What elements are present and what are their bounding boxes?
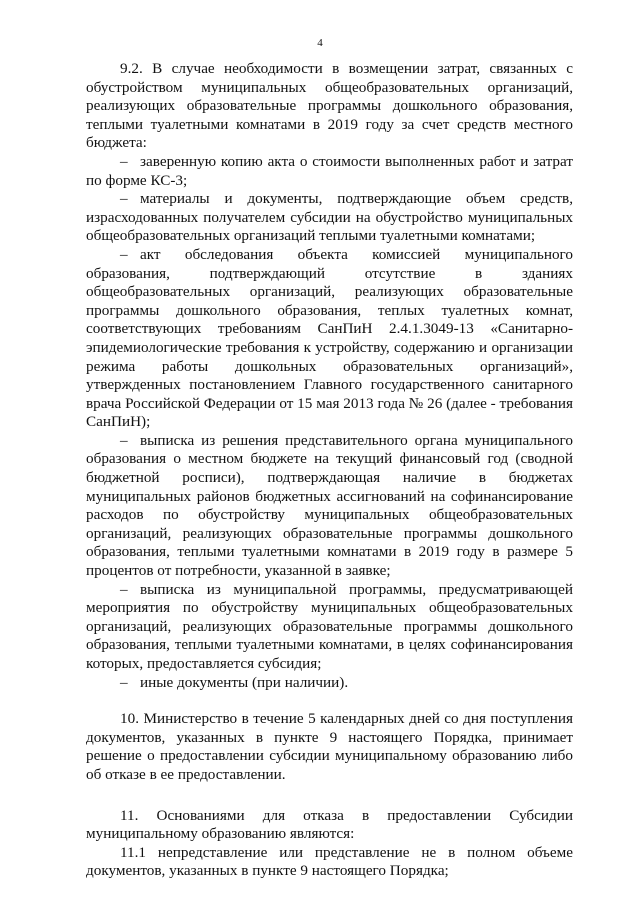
list-item [86, 674, 573, 693]
list-item [86, 432, 573, 581]
list-item-text: выписка из решения представительного органа муниципального образования о местном бюджете на текущий финансовый год (сводной бюджетной росписи), подтверждающая наличие в бюджетах муниципальных районов бюджетных ассигнований на софинансирование расходов по обустройству муниципальных общеобразовательных организаций, реализующих образовательные программы дошкольного образования, теплыми туалетными комнатами в 2019 году в размере 5 процентов от потребности, указанной в заявке; [86, 431, 573, 580]
dash-marker: – [120, 431, 128, 449]
dash-marker: – [120, 673, 128, 691]
paragraph-spacer [86, 692, 573, 710]
document-body [86, 60, 573, 881]
list-item-text: выписка из муниципальной программы, предусматривающей мероприятия по обустройству муниципальных общеобразовательных организаций, реализующих образовательные программы дошкольного образования, теплыми туалетными комнатами, в целях софинансирования которых, предоставляется субсидия; [86, 580, 573, 672]
dash-marker: – [120, 580, 128, 598]
dash-marker: – [120, 190, 128, 208]
list-item-text: акт обследования объекта комиссией муниципального образования, подтверждающий отсутствие в зданиях общеобразовательных организаций, реализующих образовательные программы дошкольного образования, теплых туалетных комнат, соответствующих требованиям СанПиН 2.4.1.3049-13 «Санитарно-эпидемиологические требования к устройству, содержанию и организации режима работы дошкольных образовательных организаций», утвержденных постановлением Главного государственного санитарного врача Российской Федерации от 15 мая 2013 года № 26 (далее - требования СанПиН); [86, 245, 573, 431]
dash-marker: – [120, 152, 128, 170]
list-item-text: заверенную копию акта о стоимости выполненных работ и затрат по форме КС-3; [86, 152, 573, 189]
list-item [86, 581, 573, 674]
page-number: 4 [317, 37, 323, 49]
section-11-1: 11.1 непредставление или представление не в полном объеме документов, указанных в пункте 9 настоящего Порядка; [86, 843, 573, 880]
section-9-2-intro: 9.2. В случае необходимости в возмещении затрат, связанных с обустройством муниципальных общеобразовательных организаций, реализующих образовательные программы дошкольного образования, теплыми туалетными комнатами в 2019 году за счет средств местного бюджета: [86, 60, 573, 152]
section-11-intro: 11. Основаниями для отказа в предоставлении Субсидии муниципальному образованию являются: [86, 806, 573, 843]
list-item-text: материалы и документы, подтверждающие объем средств, израсходованных получателем субсидии на обустройство муниципальных общеобразовательных организаций теплыми туалетными комнатами; [86, 190, 573, 245]
list-item [86, 153, 573, 190]
list-item [86, 190, 573, 246]
list-item [86, 246, 573, 432]
dash-marker: – [120, 245, 128, 263]
list-item-text: иные документы (при наличии). [140, 673, 349, 691]
section-10: 10. Министерство в течение 5 календарных дней со дня поступления документов, указанных в пункте 9 настоящего Порядка, принимает решение о предоставлении субсидии муниципальному образованию либо об отказе в ее предоставлении. [86, 710, 573, 783]
paragraph-spacer [86, 785, 573, 807]
